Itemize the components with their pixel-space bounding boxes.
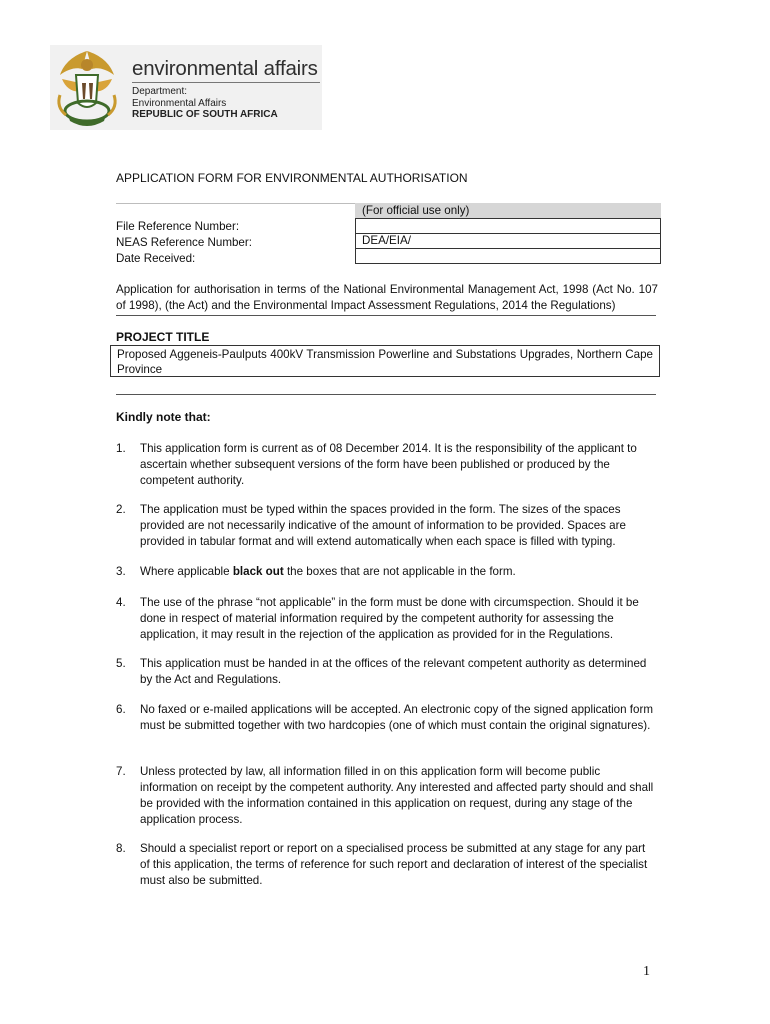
note-text: This application must be handed in at the offices of the relevant competent authority as determined by the Act and Regulations. bbox=[140, 657, 647, 686]
page-number: 1 bbox=[643, 964, 650, 979]
note-text-pre: Where applicable bbox=[140, 565, 233, 578]
authorisation-paragraph: Application for authorisation in terms of the National Environmental Management Act, 1998 (Act No. 107 of 1998), (the Act) and the Environmental Impact Assessment Regulations, 2014 the Regulations) bbox=[116, 283, 658, 312]
notes-heading: Kindly note that: bbox=[116, 410, 211, 424]
note-number: 7. bbox=[116, 765, 126, 778]
divider bbox=[116, 315, 656, 316]
divider bbox=[116, 394, 656, 395]
note-item bbox=[116, 702, 656, 734]
note-text: Unless protected by law, all information filled in on this application form will become public information on receipt by the competent authority. Any interested and affected party should and shall be provided with the information contained in this application on request, during any stage of the application process. bbox=[140, 765, 654, 826]
note-item bbox=[116, 595, 656, 643]
official-use-header: (For official use only) bbox=[356, 204, 661, 219]
note-number: 3. bbox=[116, 565, 126, 578]
note-text-bold: black out bbox=[232, 565, 284, 578]
official-use-table bbox=[355, 203, 661, 264]
note-item bbox=[116, 441, 656, 489]
note-number: 8. bbox=[116, 842, 126, 855]
logo-divider bbox=[132, 82, 320, 83]
reference-labels bbox=[116, 219, 252, 267]
note-item bbox=[116, 656, 656, 688]
note-item bbox=[116, 764, 656, 828]
logo-dept-line2: Environmental Affairs bbox=[132, 97, 227, 109]
logo-dept-line1: Department: bbox=[132, 86, 188, 97]
neas-reference-label: NEAS Reference Number: bbox=[116, 236, 252, 249]
logo-department bbox=[132, 86, 226, 109]
note-item bbox=[116, 502, 656, 550]
coat-of-arms-icon bbox=[52, 45, 122, 129]
note-text: The use of the phrase “not applicable” in the form must be done with circumspection. Should it be done in respect of material information required by the competent authority for assessing the application, it may result in the rejection of the application as provided for in the Regulations. bbox=[140, 596, 639, 641]
project-title-heading: PROJECT TITLE bbox=[116, 330, 210, 344]
note-text: No faxed or e-mailed applications will be accepted. An electronic copy of the signed application form must be submitted together with two hardcopies (one of which must contain the original signatures). bbox=[140, 703, 653, 732]
date-received-label: Date Received: bbox=[116, 252, 196, 265]
file-reference-label: File Reference Number: bbox=[116, 220, 240, 233]
note-number: 1. bbox=[116, 442, 126, 455]
note-text: The application must be typed within the spaces provided in the form. The sizes of the spaces provided are not necessarily indicative of the amount of information to be provided. Spaces are provided in tabular format and will extend automatically when each space is filled with typing. bbox=[140, 503, 626, 548]
note-number: 5. bbox=[116, 657, 126, 670]
note-item bbox=[116, 564, 656, 580]
note-text-post: the boxes that are not applicable in the form. bbox=[283, 565, 516, 578]
project-title-field[interactable]: Proposed Aggeneis-Paulputs 400kV Transmission Powerline and Substations Upgrades, Northern Cape Province bbox=[110, 345, 660, 377]
note-text: Should a specialist report or report on a specialised process be submitted at any stage for any part of this application, the terms of reference for such report and declaration of interest of the specialist must also be submitted. bbox=[140, 842, 648, 887]
neas-reference-field[interactable]: DEA/EIA/ bbox=[356, 234, 661, 249]
note-number: 4. bbox=[116, 596, 126, 609]
file-reference-field[interactable] bbox=[356, 219, 661, 234]
note-text bbox=[140, 564, 656, 580]
note-text: This application form is current as of 08 December 2014. It is the responsibility of the applicant to ascertain whether subsequent versions of the form have been published or produced by the competent authority. bbox=[140, 442, 637, 487]
logo-country: REPUBLIC OF SOUTH AFRICA bbox=[132, 109, 278, 120]
form-title: APPLICATION FORM FOR ENVIRONMENTAL AUTHORISATION bbox=[116, 171, 468, 185]
note-number: 6. bbox=[116, 703, 126, 716]
note-item bbox=[116, 841, 656, 889]
date-received-field[interactable] bbox=[356, 249, 661, 264]
logo-name: environmental affairs bbox=[132, 57, 318, 80]
note-number: 2. bbox=[116, 503, 126, 516]
